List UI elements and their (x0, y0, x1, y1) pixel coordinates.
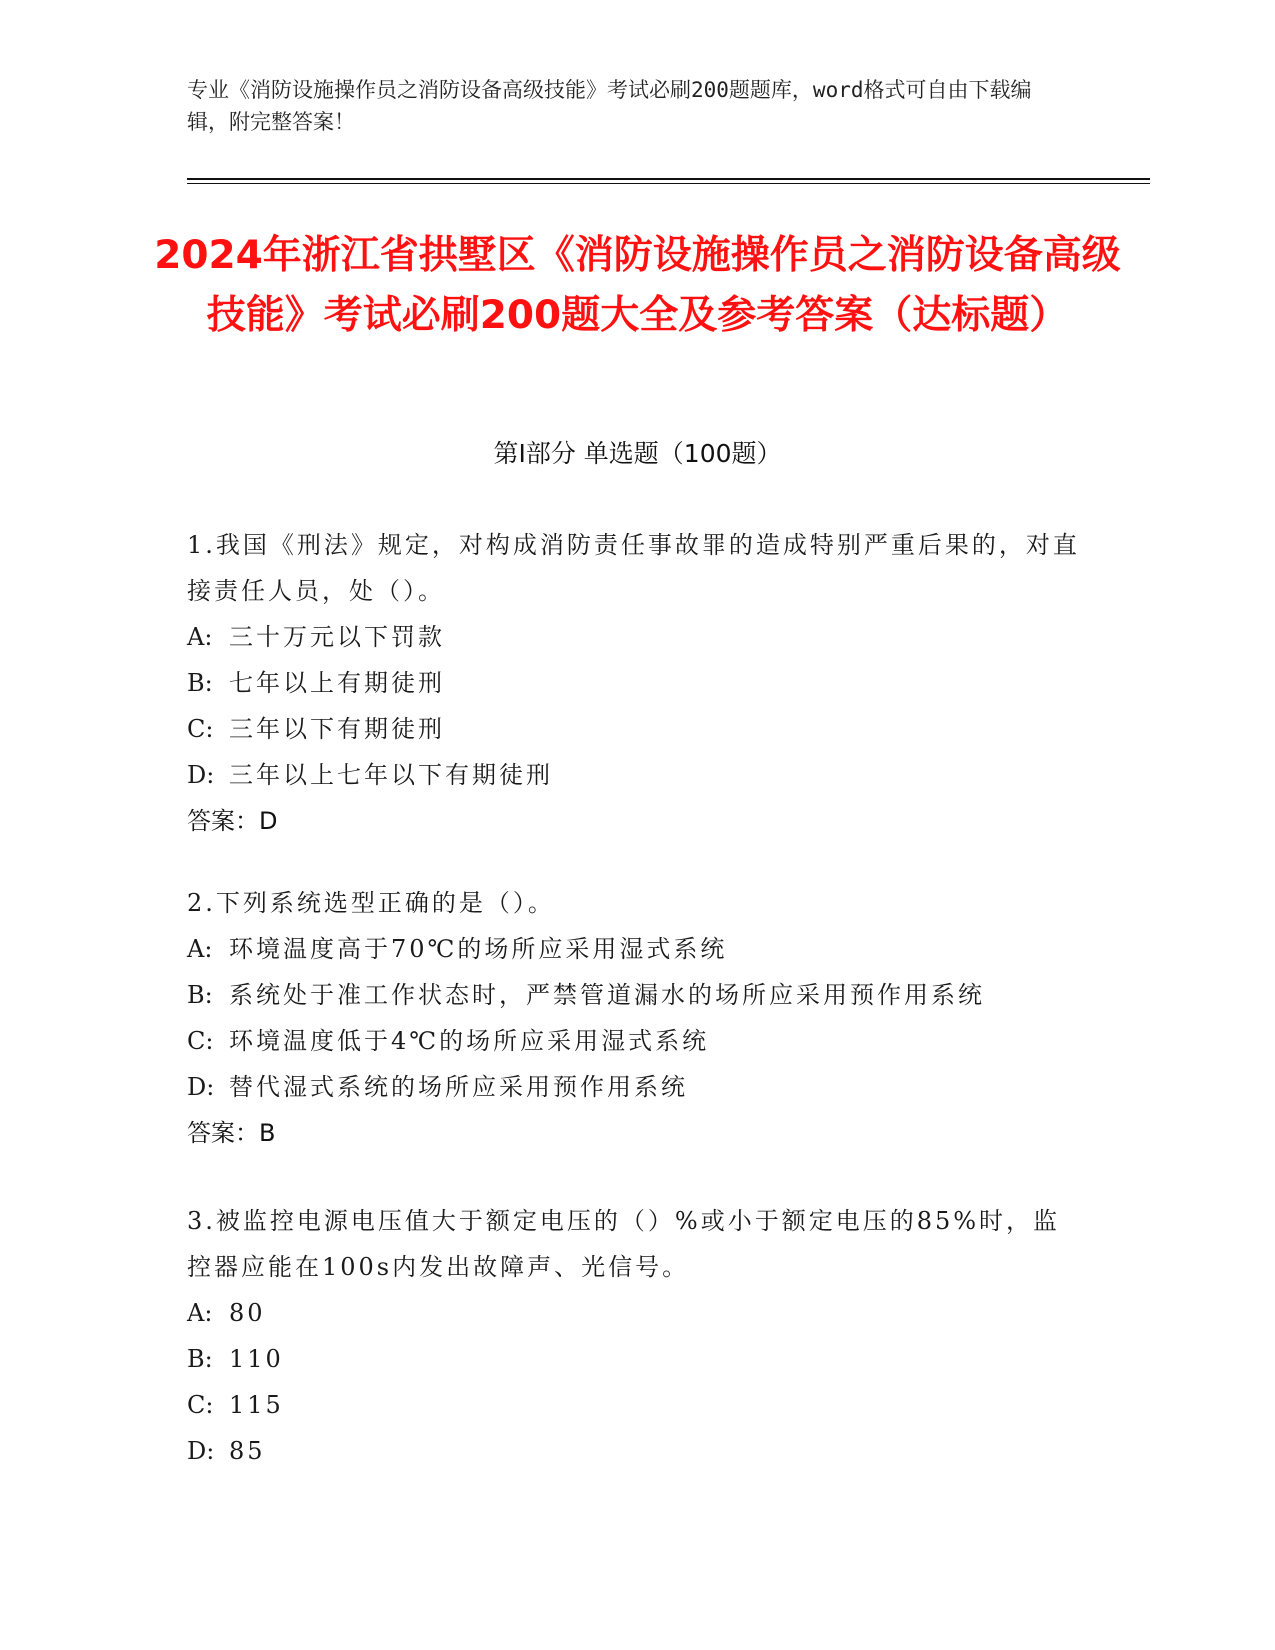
option-text: 三年以下有期徒刑 (229, 715, 445, 743)
option-text: 替代湿式系统的场所应采用预作用系统 (229, 1073, 688, 1101)
question-text: 2.下列系统选型正确的是（）。 (187, 889, 555, 917)
option-a (187, 926, 1087, 972)
option-key: D: (187, 761, 215, 789)
option-key: C: (187, 1027, 214, 1055)
answer-line: 答案：D (187, 807, 278, 835)
option-text: 环境温度高于70℃的场所应采用湿式系统 (229, 935, 728, 963)
option-key: D: (187, 1073, 215, 1101)
question-1 (187, 522, 1087, 844)
option-b (187, 660, 1087, 706)
option-b (187, 1336, 1087, 1382)
question-text: 1.我国《刑法》规定，对构成消防责任事故罪的造成特别严重后果的，对直接责任人员，处（）。 (187, 531, 1080, 605)
question-text: 3.被监控电源电压值大于额定电压的（）%或小于额定电压的85%时，监控器应能在100s内发出故障声、光信号。 (187, 1207, 1061, 1281)
question-2 (187, 880, 1087, 1156)
option-key: C: (187, 715, 214, 743)
option-key: B: (187, 1345, 213, 1373)
option-a (187, 1290, 1087, 1336)
header-divider-thin (187, 183, 1150, 184)
option-c (187, 1382, 1087, 1428)
option-d (187, 1428, 1087, 1474)
option-text: 115 (229, 1391, 284, 1419)
answer-line: 答案：B (187, 1119, 276, 1147)
option-d (187, 752, 1087, 798)
option-d (187, 1064, 1087, 1110)
option-text: 80 (229, 1299, 266, 1327)
question-3 (187, 1198, 1087, 1474)
option-text: 环境温度低于4℃的场所应采用湿式系统 (229, 1027, 710, 1055)
option-key: B: (187, 669, 213, 697)
option-c (187, 706, 1087, 752)
option-b (187, 972, 1087, 1018)
option-text: 三十万元以下罚款 (229, 623, 445, 651)
header-note: 专业《消防设施操作员之消防设备高级技能》考试必刷200题题库，word格式可自由下载编辑，附完整答案！ (187, 78, 1032, 134)
option-key: B: (187, 981, 213, 1009)
section-heading: 第I部分 单选题（100题） (493, 439, 782, 468)
option-text: 85 (229, 1437, 266, 1465)
document-title: 2024年浙江省拱墅区《消防设施操作员之消防设备高级技能》考试必刷200题大全及参考答案（达标题） (154, 233, 1121, 338)
option-key: A: (187, 1299, 213, 1327)
option-text: 110 (229, 1345, 284, 1373)
option-key: D: (187, 1437, 215, 1465)
option-text: 系统处于准工作状态时，严禁管道漏水的场所应采用预作用系统 (229, 981, 985, 1009)
option-key: A: (187, 935, 213, 963)
option-text: 三年以上七年以下有期徒刑 (229, 761, 553, 789)
option-c (187, 1018, 1087, 1064)
option-a (187, 614, 1087, 660)
header-divider (187, 178, 1150, 180)
option-key: C: (187, 1391, 214, 1419)
option-text: 七年以上有期徒刑 (229, 669, 445, 697)
option-key: A: (187, 623, 213, 651)
